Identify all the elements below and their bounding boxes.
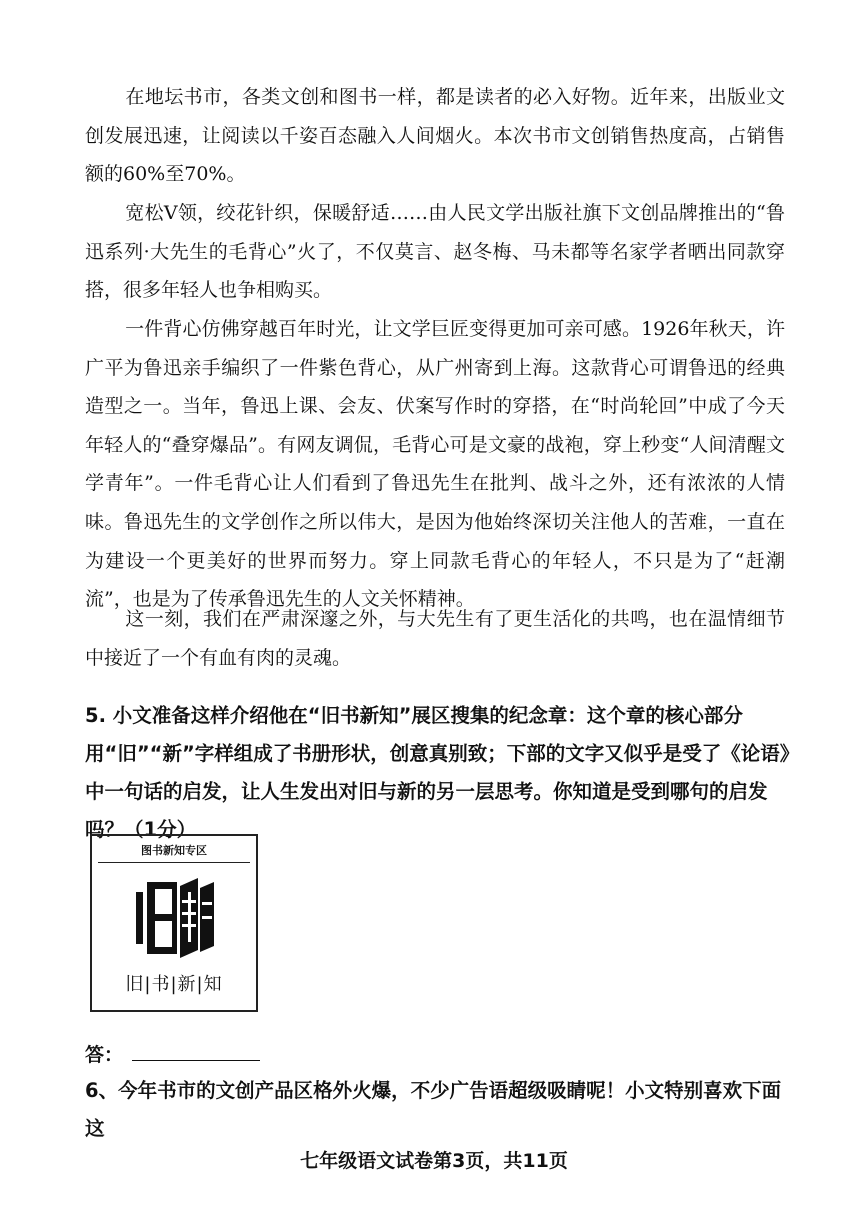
paragraph-4 — [85, 600, 785, 677]
question-5: 5. 小文准备这样介绍他在“旧书新知”展区搜集的纪念章：这个章的核心部分用“旧”“新”字样组成了书册形状，创意真别致；下部的文字又似乎是受了《论语》中一句话的启发，让人生发出对旧与新的另一层思考。你知道是受到哪句的启发吗？（1分） — [85, 704, 790, 841]
badge-title: 图书新知专区 — [98, 840, 250, 863]
paragraph-3 — [85, 310, 785, 619]
paragraph-2-text: 宽松Ⅴ领，绞花针织，保暖舒适……由人民文学出版社旗下文创品牌推出的“鲁迅系列·大先生的毛背心”火了，不仅莫言、赵冬梅、马未都等名家学者晒出同款穿搭，很多年轻人也争相购买。 — [85, 202, 785, 302]
book-logo-icon — [130, 872, 220, 962]
paragraph-1-text: 在地坛书市，各类文创和图书一样，都是读者的必入好物。近年来，出版业文创发展迅速，让阅读以千姿百态融入人间烟火。本次书市文创销售热度高，占销售额的60%至70%。 — [85, 86, 785, 186]
answer-blank[interactable] — [132, 1060, 260, 1061]
page-footer: 七年级语文试卷第3页，共11页 — [300, 1150, 568, 1172]
paragraph-4-text: 这一刻，我们在严肃深邃之外，与大先生有了更生活化的共鸣，也在温情细节中接近了一个有血有肉的灵魂。 — [85, 608, 785, 669]
question-6: 6、今年书市的文创产品区格外火爆，不少广告语超级吸睛呢！小文特别喜欢下面这 — [85, 1079, 782, 1140]
paragraph-2 — [85, 194, 785, 310]
answer-label: 答： — [85, 1044, 124, 1066]
commemorative-badge — [90, 834, 258, 1012]
badge-bottom-text: 旧|书|新|知 — [125, 974, 223, 995]
paragraph-1 — [85, 78, 785, 194]
paragraph-3-text: 一件背心仿佛穿越百年时光，让文学巨匠变得更加可亲可感。1926年秋天，许广平为鲁迅亲手编织了一件紫色背心，从广州寄到上海。这款背心可谓鲁迅的经典造型之一。当年，鲁迅上课、会友、伏案写作时的穿搭，在“时尚轮回”中成了今天年轻人的“叠穿爆品”。有网友调侃，毛背心可是文豪的战袍，穿上秒变“人间清醒文学青年”。一件毛背心让人们看到了鲁迅先生在批判、战斗之外，还有浓浓的人情味。鲁迅先生的文学创作之所以伟大，是因为他始终深切关注他人的苦难，一直在为建设一个更美好的世界而努力。穿上同款毛背心的年轻人，不只是为了“赶潮流”，也是为了传承鲁迅先生的人文关怀精神。 — [85, 318, 785, 611]
